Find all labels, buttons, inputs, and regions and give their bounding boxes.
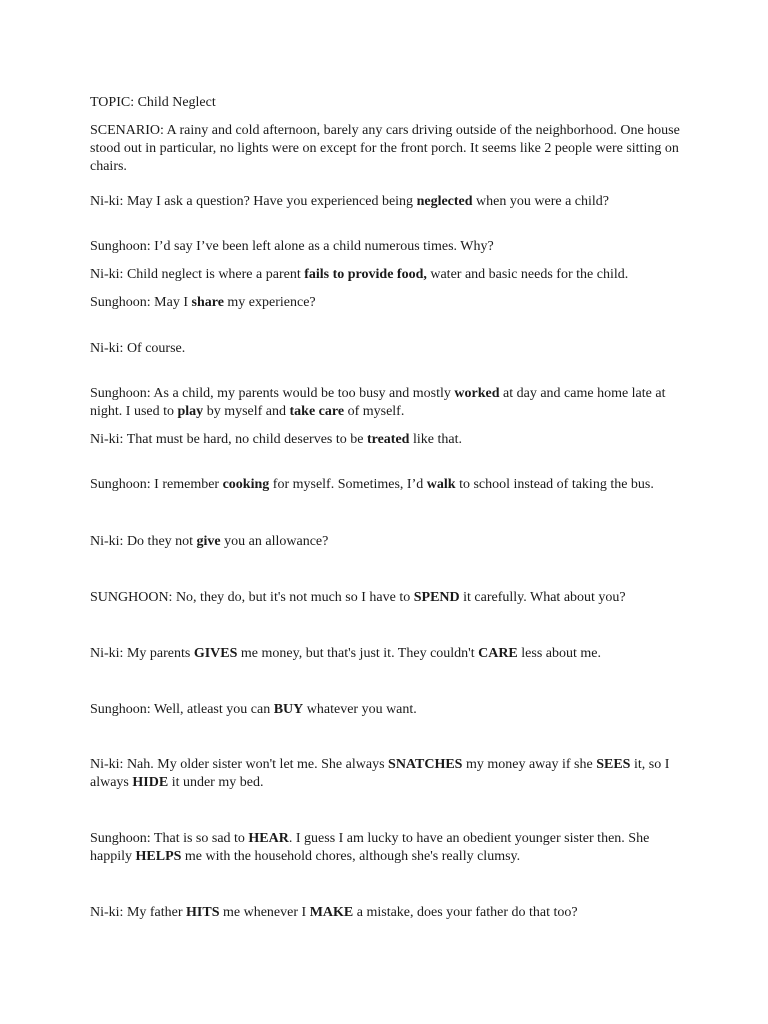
- bold-keyword: give: [196, 534, 221, 549]
- dialogue-line: [90, 193, 680, 211]
- line-text: Ni-ki: Do they not: [90, 534, 197, 549]
- scenario-paragraph: SCENARIO: A rainy and cold afternoon, barely any cars driving outside of the neighborhood. One house stood out in particular, no lights were on except for the front porch. It seems like 2 people were sitting on chairs.: [90, 123, 680, 174]
- bold-keyword: walk: [426, 477, 456, 492]
- line-text: for myself. Sometimes, I’d: [269, 477, 427, 492]
- line-text: Sunghoon: I’d say I’ve been left alone as a child numerous times. Why?: [90, 239, 494, 254]
- dialogue-line: [90, 830, 650, 866]
- bold-keyword: BUY: [273, 702, 304, 717]
- bold-keyword: play: [177, 404, 204, 419]
- line-text: Ni-ki: That must be hard, no child deserves to be: [90, 432, 367, 447]
- line-text: whatever you want.: [303, 702, 417, 717]
- line-text: me whenever I: [219, 905, 310, 920]
- line-text: Ni-ki: My father: [90, 905, 187, 920]
- line-text: Ni-ki: Of course.: [90, 341, 186, 356]
- line-text: Ni-ki: Child neglect is where a parent: [90, 267, 305, 282]
- bold-keyword: share: [191, 295, 224, 310]
- line-text: it, so I always: [90, 757, 670, 790]
- bold-keyword: CARE: [478, 646, 518, 661]
- bold-keyword: neglected: [416, 194, 473, 209]
- dialogue-line: [90, 533, 680, 551]
- line-text: Sunghoon: As a child, my parents would be too busy and mostly: [90, 386, 455, 401]
- line-text: Sunghoon: Well, atleast you can: [90, 702, 274, 717]
- line-text: water and basic needs for the child.: [426, 267, 629, 282]
- line-text: to school instead of taking the bus.: [455, 477, 654, 492]
- line-text: Sunghoon: I remember: [90, 477, 223, 492]
- topic-line: TOPIC: Child Neglect: [90, 95, 216, 110]
- line-text: at day and came home late at night. I used to: [90, 386, 666, 419]
- dialogue-line: [90, 476, 680, 494]
- line-text: my money away if she: [462, 757, 597, 772]
- bold-keyword: fails to provide food,: [304, 267, 427, 282]
- bold-keyword: worked: [454, 386, 500, 401]
- dialogue-line: [90, 238, 680, 256]
- line-text: Sunghoon: That is so sad to: [90, 831, 249, 846]
- bold-keyword: GIVES: [193, 646, 238, 661]
- line-text: Sunghoon: May I: [90, 295, 192, 310]
- dialogue-line: [90, 756, 670, 792]
- bold-keyword: HELPS: [135, 849, 182, 864]
- line-text: by myself and: [203, 404, 290, 419]
- dialogue-line: [90, 589, 680, 607]
- line-text: like that.: [409, 432, 462, 447]
- dialogue-line: [90, 904, 680, 922]
- dialogue-line: [90, 385, 670, 421]
- bold-keyword: treated: [366, 432, 410, 447]
- line-text: Ni-ki: My parents: [90, 646, 194, 661]
- line-text: a mistake, does your father do that too?: [353, 905, 578, 920]
- dialogue-line: [90, 340, 680, 358]
- bold-keyword: SPEND: [413, 590, 460, 605]
- line-text: SUNGHOON: No, they do, but it's not much so I have to: [90, 590, 414, 605]
- bold-keyword: SEES: [596, 757, 631, 772]
- dialogue-line: [90, 266, 680, 284]
- bold-keyword: MAKE: [309, 905, 354, 920]
- bold-keyword: HEAR: [248, 831, 289, 846]
- line-text: . I guess I am lucky to have an obedient younger sister then. She happily: [90, 831, 650, 864]
- dialogue-line: [90, 645, 680, 663]
- line-text: you an allowance?: [220, 534, 329, 549]
- line-text: less about me.: [517, 646, 601, 661]
- dialogue-line: [90, 431, 680, 449]
- line-text: it under my bed.: [168, 775, 264, 790]
- line-text: my experience?: [223, 295, 316, 310]
- line-text: Ni-ki: Nah. My older sister won't let me. She always: [90, 757, 389, 772]
- line-text: me with the household chores, although she's really clumsy.: [181, 849, 521, 864]
- bold-keyword: HIDE: [132, 775, 169, 790]
- dialogue-line: [90, 294, 680, 312]
- dialogue-line: [90, 701, 680, 719]
- line-text: Ni-ki: May I ask a question? Have you experienced being: [90, 194, 417, 209]
- line-text: it carefully. What about you?: [459, 590, 626, 605]
- bold-keyword: HITS: [186, 905, 220, 920]
- line-text: when you were a child?: [472, 194, 609, 209]
- line-text: of myself.: [344, 404, 405, 419]
- bold-keyword: cooking: [222, 477, 270, 492]
- bold-keyword: SNATCHES: [388, 757, 463, 772]
- line-text: me money, but that's just it. They couldn't: [237, 646, 479, 661]
- bold-keyword: take care: [289, 404, 345, 419]
